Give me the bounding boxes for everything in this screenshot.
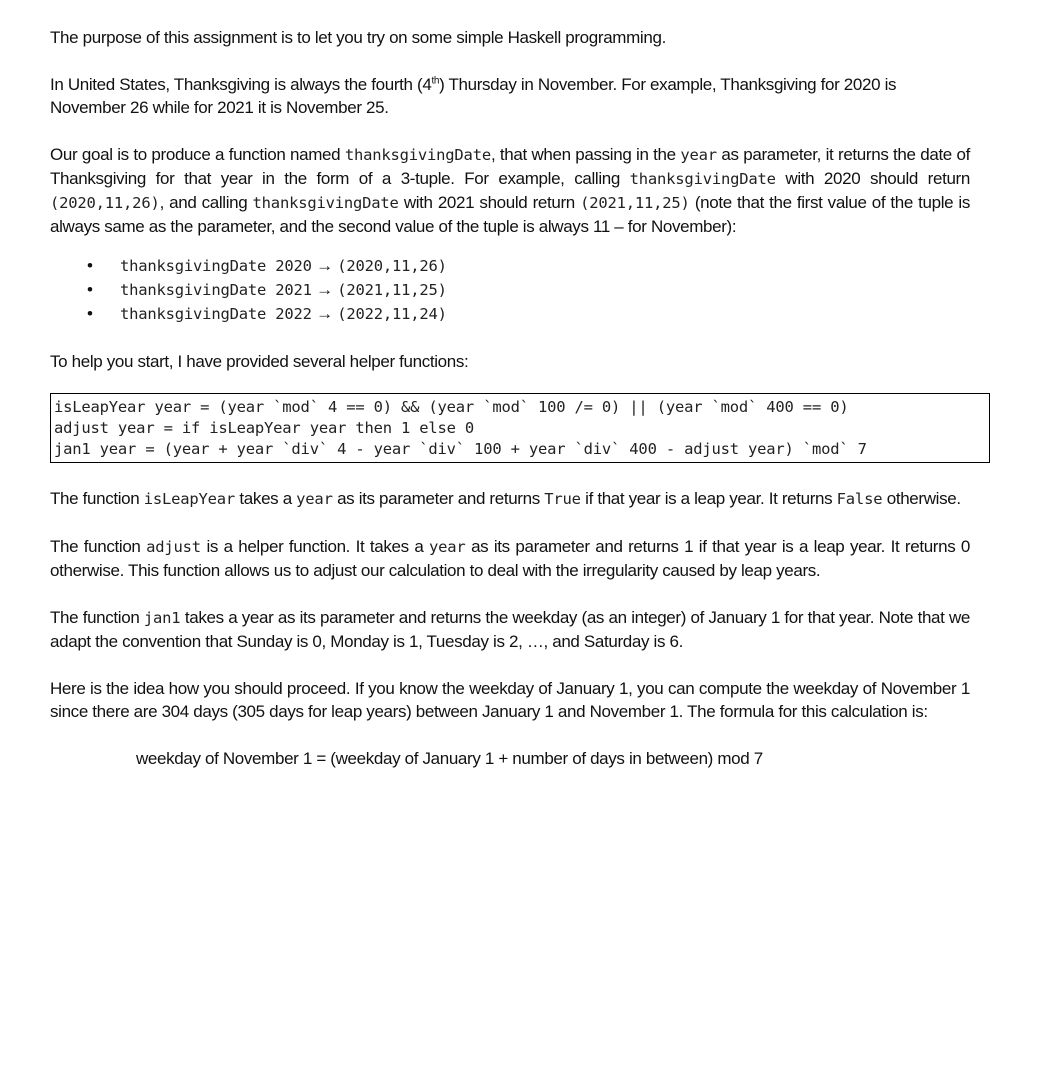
- example-list: [50, 254, 970, 326]
- text-run: with 2021 should return: [398, 193, 581, 212]
- example-call: thanksgivingDate 2021: [120, 281, 312, 299]
- example-item: [120, 254, 970, 278]
- inline-code: isLeapYear: [143, 490, 236, 508]
- text-run: takes a year as its parameter and returns the weekday (as an integer) of January 1 for that year. Note that we adapt the convention that Sunday is 0, Monday is 1, Tuesday is 2, …, and Saturday is 6.: [50, 608, 971, 651]
- inline-code: year: [296, 490, 333, 508]
- text-run: as its parameter and returns: [465, 537, 685, 556]
- weekday-formula: weekday of November 1 = (weekday of January 1 + number of days in between) mod 7: [136, 749, 763, 768]
- example-item: [120, 302, 970, 326]
- goal-paragraph: [50, 143, 970, 238]
- example-call: thanksgivingDate 2022: [120, 305, 312, 323]
- inline-code: True: [544, 490, 581, 508]
- idea-paragraph: Here is the idea how you should proceed. If you know the weekday of January 1, you can compute the weekday of November 1 since there are 304 days (305 days for leap years) between January 1 and November 1. The formula for this calculation is:: [50, 679, 970, 721]
- text-run: as its parameter and returns: [332, 489, 545, 508]
- thanksgiving-rule-paragraph: [50, 73, 970, 119]
- code-line: isLeapYear year = (year `mod` 4 == 0) && (year `mod` 100 /= 0) || (year `mod` 400 == 0): [54, 398, 849, 416]
- inline-code: thanksgivingDate: [629, 170, 776, 188]
- adjust-paragraph: [50, 535, 970, 582]
- inline-code: year: [680, 146, 717, 164]
- text-run: (note that the first value of the tuple is always same as the parameter, and the second value of the tuple is always 11 – for November):: [50, 193, 970, 236]
- text-run: otherwise. This function allows us to adjust our calculation to deal with the irregularity caused by leap years.: [50, 561, 821, 580]
- helper-intro-paragraph: To help you start, I have provided several helper functions:: [50, 352, 469, 371]
- text-run: The function: [50, 489, 144, 508]
- arrow-icon: →: [316, 256, 333, 275]
- text-run: with 2020 should return: [775, 169, 970, 188]
- inline-value: 0: [960, 537, 971, 556]
- inline-value: 1: [684, 537, 694, 556]
- helper-code-block: [50, 393, 990, 463]
- code-line: adjust year = if isLeapYear year then 1 else 0: [54, 419, 475, 437]
- code-line: jan1 year = (year + year `div` 4 - year `div` 100 + year `div` 400 - adjust year) `mod` 7: [54, 440, 867, 458]
- text-run: if that year is a leap year. It returns: [693, 537, 961, 556]
- example-result: (2022,11,24): [337, 305, 447, 323]
- text-run: takes a: [235, 489, 297, 508]
- example-item: [120, 278, 970, 302]
- inline-code: adjust: [146, 538, 201, 556]
- example-result: (2021,11,25): [337, 281, 447, 299]
- inline-code: False: [836, 490, 883, 508]
- inline-code: thanksgivingDate: [344, 146, 491, 164]
- text-run: if that year is a leap year. It returns: [580, 489, 837, 508]
- inline-code: (2020,11,26): [50, 194, 160, 212]
- text-run: is a helper function. It takes a: [200, 537, 429, 556]
- example-call: thanksgivingDate 2020: [120, 257, 312, 275]
- example-result: (2020,11,26): [337, 257, 447, 275]
- arrow-icon: →: [316, 304, 333, 323]
- text-run: The function: [50, 537, 147, 556]
- ordinal-superscript: th: [431, 75, 440, 87]
- inline-code: thanksgivingDate: [252, 194, 399, 212]
- inline-code: (2021,11,25): [580, 194, 690, 212]
- text-run: In United States, Thanksgiving is always the fourth (4: [50, 75, 432, 94]
- inline-code: jan1: [143, 609, 181, 627]
- text-run: as parameter, it returns the date of Thanksgiving for that year in the form of a 3-tuple. For example, calling: [50, 145, 970, 188]
- text-run: ) Thursday in November. For example, Thanksgiving for 2020 is November 26 while for 2021 it is November 25.: [50, 75, 897, 117]
- text-run: otherwise.: [882, 489, 961, 508]
- text-run: The function: [50, 608, 144, 627]
- inline-code: year: [428, 538, 466, 556]
- text-run: , that when passing in the: [490, 145, 681, 164]
- isleapyear-paragraph: [50, 487, 970, 511]
- text-run: Our goal is to produce a function named: [50, 145, 345, 164]
- jan1-paragraph: [50, 606, 970, 653]
- text-run: , and calling: [159, 193, 253, 212]
- arrow-icon: →: [316, 280, 333, 299]
- intro-paragraph: The purpose of this assignment is to let you try on some simple Haskell programming.: [50, 28, 666, 47]
